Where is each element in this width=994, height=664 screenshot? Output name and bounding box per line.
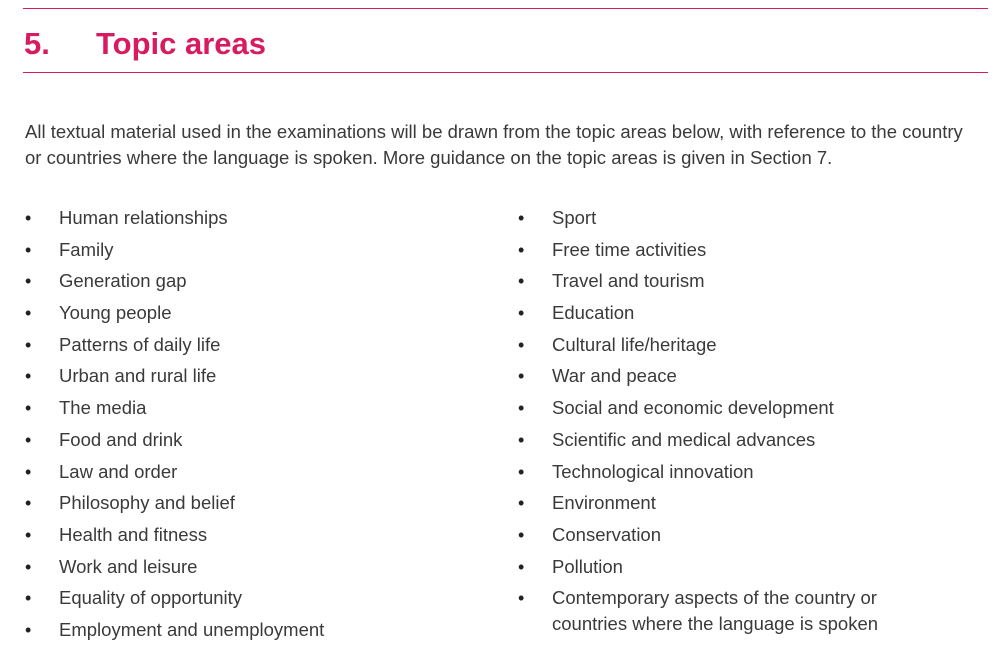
list-item	[25, 459, 495, 491]
bullet-icon: •	[25, 303, 32, 324]
topic-label: Social and economic development	[552, 397, 834, 419]
list-item	[25, 585, 495, 617]
section-number: 5.	[24, 26, 50, 61]
heading-underline	[23, 72, 988, 73]
bullet-icon: •	[25, 524, 32, 545]
topic-label: Generation gap	[59, 270, 187, 292]
list-item	[25, 522, 495, 554]
list-item	[25, 395, 495, 427]
bullet-icon: •	[518, 556, 525, 577]
bullet-icon: •	[25, 271, 32, 292]
list-item	[25, 268, 495, 300]
bullet-icon: •	[518, 588, 525, 609]
list-item	[518, 237, 938, 269]
list-item	[518, 363, 938, 395]
bullet-icon: •	[518, 208, 525, 228]
topic-label: Health and fitness	[59, 523, 208, 545]
topic-label: Technological innovation	[552, 460, 754, 482]
list-item	[25, 237, 495, 269]
list-item	[518, 427, 938, 459]
list-item	[25, 554, 495, 586]
list-item	[518, 268, 938, 300]
bullet-icon: •	[518, 429, 525, 450]
topic-label: The media	[59, 397, 147, 419]
topic-label: Law and order	[59, 460, 178, 482]
bullet-icon: •	[518, 524, 525, 545]
list-item	[25, 363, 495, 395]
topic-label: Pollution	[552, 555, 623, 577]
topic-list-right	[518, 205, 938, 637]
bullet-icon: •	[25, 429, 32, 450]
list-item	[25, 205, 495, 237]
section-heading	[24, 24, 266, 64]
list-item	[518, 554, 938, 586]
bullet-icon: •	[25, 588, 32, 609]
topic-label: Free time activities	[552, 238, 707, 260]
bullet-icon: •	[518, 239, 525, 260]
topic-label: Work and leisure	[59, 555, 198, 577]
topic-label: Scientific and medical advances	[552, 428, 816, 450]
bullet-icon: •	[25, 619, 32, 640]
topic-label: Family	[59, 238, 114, 260]
topic-label: Equality of opportunity	[59, 587, 243, 609]
bullet-icon: •	[25, 493, 32, 514]
top-rule	[23, 8, 988, 9]
topic-label: Sport	[552, 207, 597, 228]
list-item	[25, 490, 495, 522]
topic-label: Environment	[552, 492, 656, 514]
bullet-icon: •	[518, 334, 525, 355]
topic-label: Employment and unemployment	[59, 618, 325, 640]
topic-list-left	[25, 205, 495, 649]
list-item	[25, 300, 495, 332]
bullet-icon: •	[25, 461, 32, 482]
list-item	[518, 522, 938, 554]
list-item	[518, 459, 938, 491]
topic-label: Education	[552, 302, 635, 324]
topic-label: Travel and tourism	[552, 270, 705, 292]
list-item	[518, 300, 938, 332]
list-item	[518, 332, 938, 364]
list-item	[518, 490, 938, 522]
topic-label: War and peace	[552, 365, 677, 387]
bullet-icon: •	[518, 271, 525, 292]
section-title: Topic areas	[96, 26, 267, 61]
bullet-icon: •	[518, 303, 525, 324]
bullet-icon: •	[25, 556, 32, 577]
bullet-icon: •	[25, 208, 32, 228]
topic-label: Patterns of daily life	[59, 333, 221, 355]
topic-label: Philosophy and belief	[59, 492, 235, 514]
bullet-icon: •	[25, 398, 32, 419]
intro-paragraph: All textual material used in the examinations will be drawn from the topic areas below, with reference to the country or countries where the language is spoken. More guidance on the topic areas is given in Section 7.	[25, 121, 963, 168]
bullet-icon: •	[25, 366, 32, 387]
bullet-icon: •	[518, 461, 525, 482]
bullet-icon: •	[518, 398, 525, 419]
bullet-icon: •	[518, 366, 525, 387]
bullet-icon: •	[25, 239, 32, 260]
topic-label: Food and drink	[59, 428, 183, 450]
topic-label: Urban and rural life	[59, 365, 217, 387]
topic-label: Cultural life/heritage	[552, 333, 717, 355]
list-item	[518, 395, 938, 427]
bullet-icon: •	[25, 334, 32, 355]
list-item	[25, 332, 495, 364]
bullet-icon: •	[518, 493, 525, 514]
topic-label: Contemporary aspects of the country or countries where the language is spoken	[552, 587, 879, 635]
list-item	[25, 617, 495, 649]
topic-label: Human relationships	[59, 207, 228, 228]
topic-label: Conservation	[552, 523, 662, 545]
list-item	[25, 427, 495, 459]
list-item	[518, 205, 938, 237]
topic-label: Young people	[59, 302, 172, 324]
list-item	[518, 585, 912, 637]
